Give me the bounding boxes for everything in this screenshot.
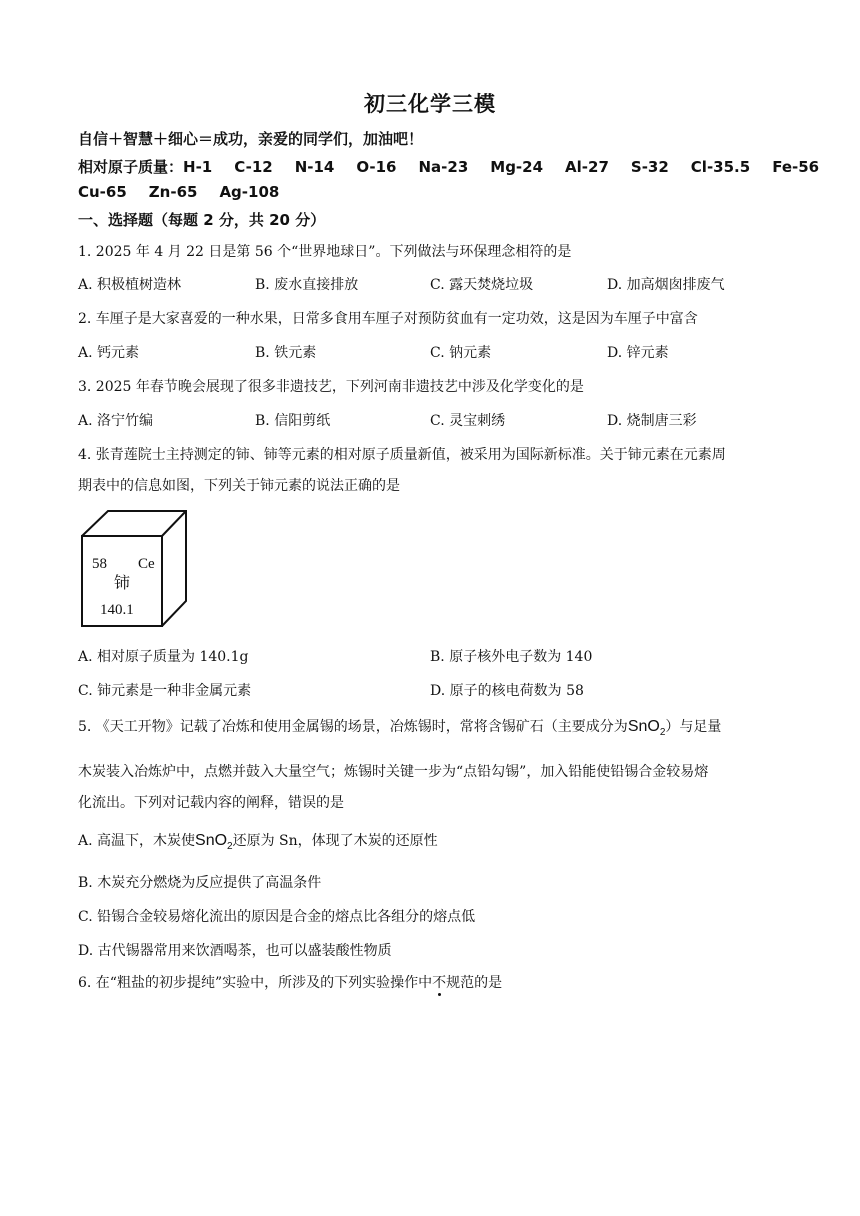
- mass-item: O-16: [356, 158, 397, 176]
- page-title: 初三化学三模: [364, 92, 496, 116]
- question-4-stem-line1: 4. 张青莲院士主持测定的铈、铈等元素的相对原子质量新值，被采用为国际新标准。关于铈元素在元素周: [78, 447, 726, 463]
- element-mass: 140.1: [100, 602, 134, 618]
- element-cell-figure: [80, 508, 190, 630]
- mass-item: Mg-24: [490, 158, 544, 176]
- q4-option-d: D. 原子的核电荷数为 58: [430, 683, 584, 699]
- section-heading: 一、选择题（每题 2 分，共 20 分）: [78, 211, 326, 229]
- q1-option-d: D. 加高烟囱排废气: [607, 277, 725, 293]
- q6-stem-pre: 6. 在“粗盐的初步提纯”实验中，所涉及的下列实验操作中: [78, 975, 433, 991]
- q4-option-b: B. 原子核外电子数为 140: [430, 649, 593, 665]
- q3-option-a: A. 洛宁竹编: [78, 413, 154, 429]
- mass-item: N-14: [294, 158, 335, 176]
- q5-option-a-pre: A. 高温下，木炭使: [78, 833, 196, 849]
- q5-stem-part-a: 5. 《天工开物》记载了冶炼和使用金属锡的场景，冶炼锡时，常将含锡矿石（主要成分为: [78, 719, 628, 735]
- element-symbol: Ce: [138, 556, 155, 572]
- mass-item: Al-27: [565, 158, 609, 176]
- q1-option-c: C. 露天焚烧垃圾: [430, 277, 534, 293]
- q3-option-d: D. 烧制唐三彩: [607, 413, 697, 429]
- formula-base: SnO: [195, 832, 228, 849]
- q6-stem-post: 规范的是: [446, 975, 503, 991]
- motto: 自信＋智慧＋细心＝成功，亲爱的同学们，加油吧！: [78, 130, 424, 148]
- q4-option-c: C. 铈元素是一种非金属元素: [78, 683, 252, 699]
- atomic-masses-row1: [78, 156, 819, 177]
- q1-option-a: A. 积极植树造林: [78, 277, 182, 293]
- emphasis-dot-char: 不: [432, 975, 447, 991]
- q5-option-c: C. 铅锡合金较易熔化流出的原因是合金的熔点比各组分的熔点低: [78, 909, 476, 925]
- q4-option-a: A. 相对原子质量为 140.1g: [78, 649, 249, 665]
- q5-option-d: D. 古代锡器常用来饮酒喝茶，也可以盛装酸性物质: [78, 943, 392, 959]
- question-5-stem-line1: [78, 716, 721, 738]
- mass-item: Cu-65: [78, 183, 127, 201]
- sno2-formula: [195, 832, 233, 853]
- sno2-formula: [627, 718, 666, 739]
- atomic-masses-label: 相对原子质量：: [78, 158, 184, 176]
- element-name: 铈: [114, 573, 131, 592]
- question-2-stem: 2. 车厘子是大家喜爱的一种水果，日常多食用车厘子对预防贫血有一定功效，这是因为车厘子中富含: [78, 311, 698, 327]
- formula-base: SnO: [627, 718, 660, 735]
- q2-option-a: A. 钙元素: [78, 345, 140, 361]
- mass-item: Cl-35.5: [690, 158, 751, 176]
- q5-option-a-post: 还原为 Sn，体现了木炭的还原性: [232, 833, 438, 849]
- cube-corner-edge: [162, 511, 186, 536]
- q2-option-b: B. 铁元素: [255, 345, 317, 361]
- formula-subscript: 2: [659, 727, 666, 739]
- q1-option-b: B. 废水直接排放: [255, 277, 359, 293]
- question-5-stem-line2: 木炭装入冶炼炉中，点燃并鼓入大量空气；炼锡时关键一步为“点铅勾锡”，加入铅能使铅锡合金较易熔: [78, 764, 709, 780]
- element-atomic-number: 58: [92, 556, 107, 572]
- mass-item: Zn-65: [148, 183, 198, 201]
- mass-item: Na-23: [418, 158, 469, 176]
- question-5-stem-line3: 化流出。下列对记载内容的阐释，错误的是: [78, 795, 344, 811]
- question-1-stem: 1. 2025 年 4 月 22 日是第 56 个“世界地球日”。下列做法与环保理念相符的是: [78, 244, 572, 260]
- mass-item: C-12: [234, 158, 273, 176]
- question-4-stem-line2: 期表中的信息如图，下列关于铈元素的说法正确的是: [78, 478, 400, 494]
- formula-subscript: 2: [227, 841, 233, 853]
- q2-option-c: C. 钠元素: [430, 345, 492, 361]
- q5-stem-part-b: ）与足量: [665, 719, 722, 735]
- mass-item: Fe-56: [772, 158, 820, 176]
- question-6-stem: [78, 972, 502, 992]
- q3-option-b: B. 信阳剪纸: [255, 413, 331, 429]
- question-3-stem: 3. 2025 年春节晚会展现了很多非遗技艺，下列河南非遗技艺中涉及化学变化的是: [78, 379, 584, 395]
- q5-option-b: B. 木炭充分燃烧为反应提供了高温条件: [78, 875, 322, 891]
- atomic-masses-row2: [78, 183, 279, 201]
- mass-item: H-1: [183, 158, 213, 176]
- q5-option-a: [78, 830, 438, 852]
- q3-option-c: C. 灵宝刺绣: [430, 413, 506, 429]
- q2-option-d: D. 锌元素: [607, 345, 669, 361]
- mass-item: Ag-108: [219, 183, 280, 201]
- mass-item: S-32: [630, 158, 669, 176]
